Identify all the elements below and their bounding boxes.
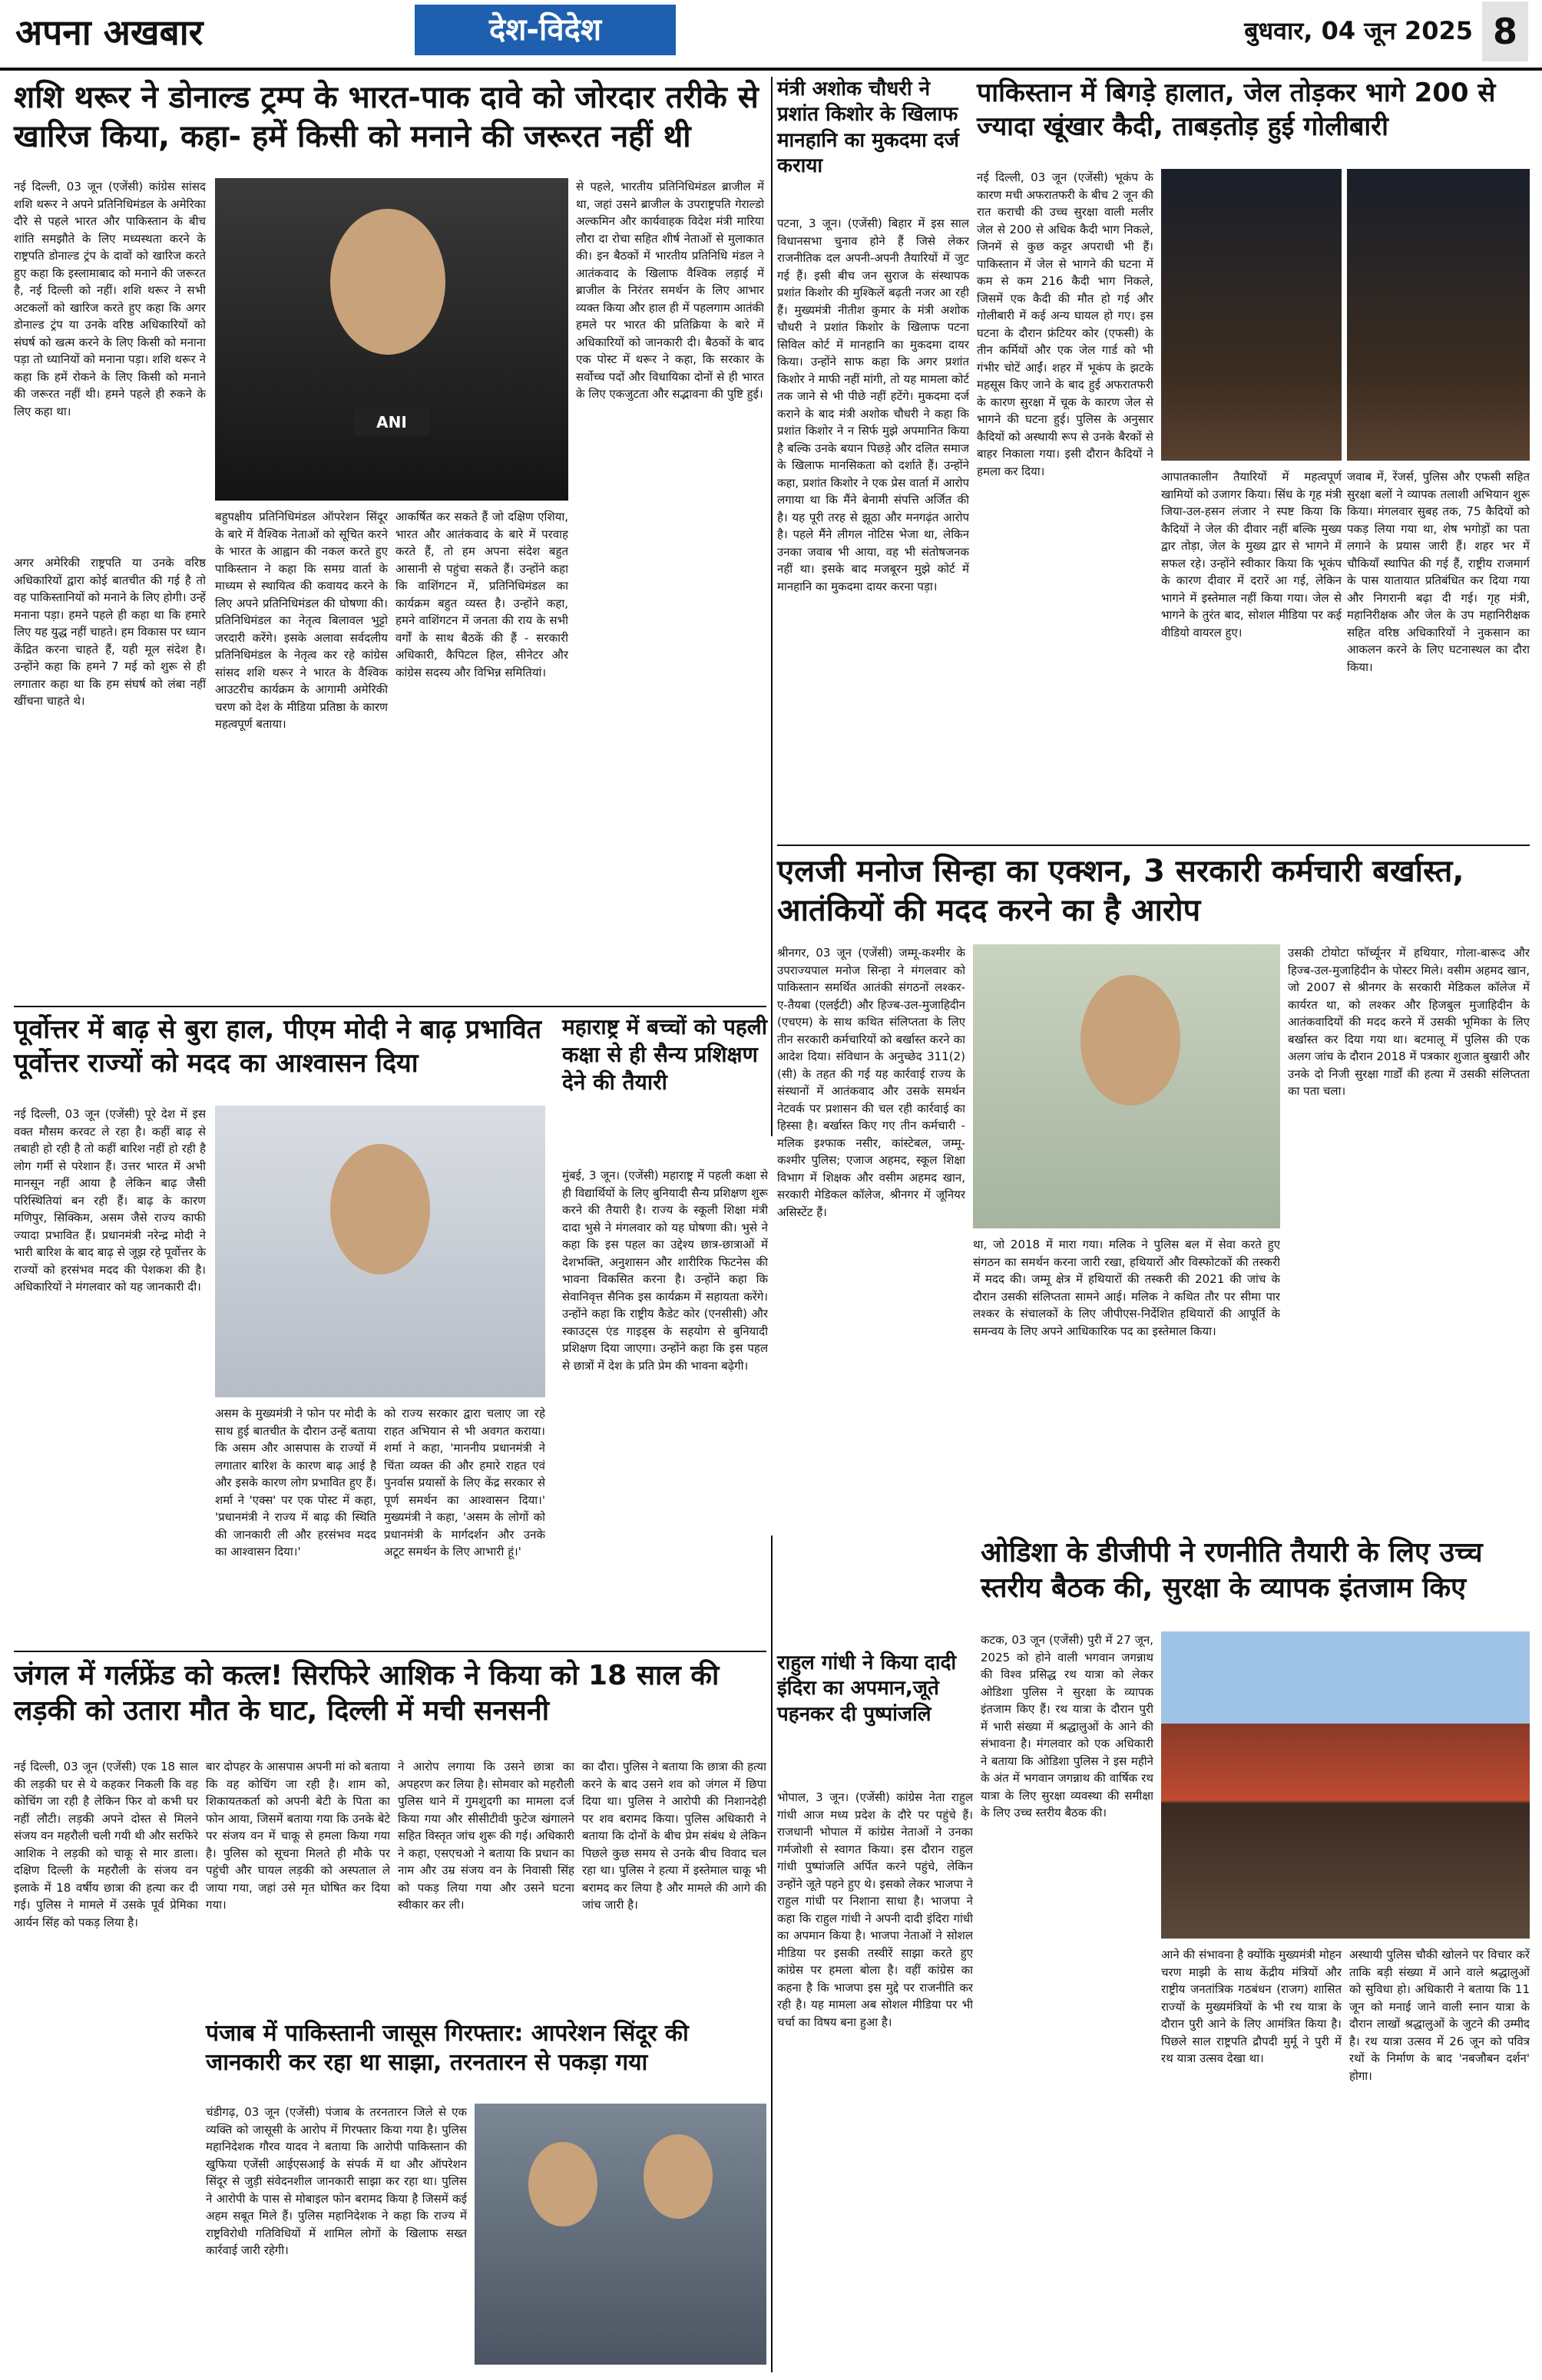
section-divider [14,1651,766,1652]
article-manoj-sinha [777,852,1530,1528]
article-headline: पाकिस्तान में बिगड़े हालात, जेल तोड़कर भागे 200 से ज्यादा खूंखार कैदी, ताबड़तोड़ हुई गोलीबारी [977,78,1496,142]
masthead [0,0,1542,71]
article-body: ने आरोप लगाया कि उसने छात्रा का अपहरण कर लिया है। सोमवार को महरौली पुलिस थाने में गुमशुदगी का मामला दर्ज किया गया और सीसीटीवी फुटेज खंगालने सहित विस्तृत जांच शुरू की गई। अधिकारी ने कहा, एसएचओ ने बताया कि प्रधान का नाम और उम्र संजय वन के निवासी सिंह को पकड़ लिया गया और उसने घटना स्वीकार कर ली। [398,1760,574,1912]
article-body: नई दिल्ली, 03 जून (एजेंसी) भूकंप के कारण मची अफरातफरी के बीच 2 जून की रात कराची की उच्च सुरक्षा वाली मलीर जेल से 200 से अधिक कैदी भाग निकले, जिनमें से कुछ कट्टर अपराधी भी हैं। पाकिस्तान में जेल से भागने की घटना में कम से कम 216 कैदी भाग निकले, जिसमें एक कैदी की मौत हो गई और गोलीबारी में कई अन्य घायल हो गए। इस घटना के दौरान फ्रंटियर कोर (एफसी) के तीन कर्मियों और एक जेल गार्ड को भी गंभीर चोटें आईं। शहर में भूकंप के झटके महसूस किए जाने के बाद हुई अफरातफरी के कारण सुरक्षा में चूक के कारण जेल से भागने की घटना हुई। पुलिस के अनुसार कैदियों को अस्थायी रूप से उनके बैरकों से बाहर निकाला गया। इसी दौरान कैदियों ने हमला कर दिया। [977,170,1153,478]
speaker-face [330,209,445,355]
article-rahul-gandhi [777,1651,973,2372]
police-officers-photo [475,2104,766,2365]
article-headline: मंत्री अशोक चौधरी ने प्रशांत किशोर के खिलाफ मानहानि का मुकदमा दर्ज कराया [777,78,959,177]
article-body: आने की संभावना है क्योंकि मुख्यमंत्री मोहन चरण माझी के साथ केंद्रीय मंत्रियों और राष्ट्रीय जनतांत्रिक गठबंधन (राजग) शासित राज्यों के मुख्यमंत्रियों के भी रथ यात्रा के दौरान पुरी आने के लिए आमंत्रित किया है। पिछले साल राष्ट्रपति द्रौपदी मुर्मू ने पुरी में रथ यात्रा उत्सव देखा था। [1161,1948,1342,2065]
section-divider [14,1006,766,1007]
manoj-sinha-photo [973,944,1280,1228]
article-headline: ओडिशा के डीजीपी ने रणनीति तैयारी के लिए उच्च स्तरीय बैठक की, सुरक्षा के व्यापक इंतजाम किए [981,1537,1483,1605]
article-headline: महाराष्ट्र में बच्चों को पहली कक्षा से ही सैन्य प्रशिक्षण देने की तैयारी [562,1014,767,1095]
article-body: कटक, 03 जून (एजेंसी) पुरी में 27 जून, 2025 को होने वाली भगवान जगन्नाथ की विश्व प्रसिद्ध रथ यात्रा को लेकर ओडिशा पुलिस ने सुरक्षा के व्यापक इंतजाम किए हैं। रथ यात्रा के दौरान पुरी में भारी संख्या में श्रद्धालुओं के आने की संभावना है। मंगलवार को एक अधिकारी ने बताया कि ओडिशा पुलिस ने इस महीने के अंत में भगवान जगन्नाथ की वार्षिक रथ यात्रा के लिए सुरक्षा व्यवस्था की समीक्षा के लिए उच्च स्तरीय बैठक की। [981,1633,1153,1820]
column-divider [771,1535,773,2372]
article-headline: राहुल गांधी ने किया दादी इंदिरा का अपमान,जूते पहनकर दी पुष्पांजलि [777,1651,957,1726]
officer-face [644,2134,713,2219]
article-body: मुंबई, 3 जून। (एजेंसी) महाराष्ट्र में पहली कक्षा से ही विद्यार्थियों के लिए बुनियादी सैन्य प्रशिक्षण शुरू करने की तैयारी है। राज्य के स्कूली शिक्षा मंत्री दादा भुसे ने मंगलवार को यह घोषणा की। भुसे ने कहा कि इस पहल का उद्देश्य छात्र-छात्राओं में देशभक्ति, अनुशासन और शारीरिक फिटनेस की भावना विकसित करना है। उन्होंने कहा कि सेवानिवृत्त सैनिक इस कार्यक्रम में सहायता करेंगे। उन्होंने कहा कि राष्ट्रीय कैडेट कोर (एनसीसी) और स्काउट्स एंड गाइड्स के सहयोग से बुनियादी प्रशिक्षण दिया जाएगा। उन्होंने कहा कि इस पहल से छात्रों में देश के प्रति प्रेम की भावना बढ़ेगी। [562,1169,768,1373]
article-body: नई दिल्ली, 03 जून (एजेंसी) पूरे देश में इस वक्त मौसम करवट ले रहा है। कहीं बाढ़ से तबाही हो रही है तो कहीं बारिश नहीं हो रही है लोग गर्मी से परेशान हैं। उत्तर भारत में अभी मानसून नहीं आया है लेकिन बाढ़ जैसी परिस्थितियां बन रही हैं। बाढ़ के कारण मणिपुर, सिक्किम, असम जैसे राज्य काफी ज्यादा प्रभावित हैं। प्रधानमंत्री नरेन्द्र मोदी ने भारी बारिश के बाद बाढ़ से जूझ रहे पूर्वोत्तर के राज्यों को हरसंभव मदद की पेशकश की है। अधिकारियों ने मंगलवार को यह जानकारी दी। [14,1107,206,1294]
issue-date: बुधवार, 04 जून 2025 [1244,16,1473,45]
article-body: को राज्य सरकार द्वारा चलाए जा रहे राहत अभियान से भी अवगत कराया। शर्मा ने कहा, 'माननीय प्रधानमंत्री ने चिंता व्यक्त की और हमारे राहत एवं पुनर्वास प्रयासों के लिए केंद्र सरकार से पूर्ण समर्थन का आश्वासन दिया।' मुख्यमंत्री ने कहा, 'असम के लोगों को प्रधानमंत्री के मार्गदर्शन और उनके अटूट समर्थन के लिए आभारी हूं।' [384,1407,545,1559]
article-body: से पहले, भारतीय प्रतिनिधिमंडल ब्राजील में था, जहां उसने ब्राजील के उपराष्ट्रपति गेराल्डो अल्कमिन और कार्यवाहक विदेश मंत्री मारिया लौरा दा रोचा सहित शीर्ष नेताओं से मुलाकात की। इन बैठकों में भारतीय प्रतिनिधि मंडल ने आतंकवाद के खिलाफ वैश्विक लड़ाई में ब्राजील के निरंतर समर्थन के लिए आभार व्यक्त किया और हाल ही में पहलगाम आतंकी हमले पर भारत की प्रतिक्रिया के बारे में अधिकारियों को जानकारी दी। बैठकों के बाद एक पोस्ट में थरूर ने कहा, कि सरकार के सर्वोच्च पदों और विधायिका दोनों से ही भारत के लिए एकजुटता और सद्भावना की पुष्टि हुई। [576,180,764,401]
article-headline: शशि थरूर ने डोनाल्ड ट्रम्प के भारत-पाक दावे को जोरदार तरीके से खारिज किया, कहा- हमें किसी को मनाने की जरूरत नहीं थी [14,80,759,155]
article-body: था, जो 2018 में मारा गया। मलिक ने पुलिस बल में सेवा करते हुए संगठन का समर्थन करना जारी रखा, हथियारों और विस्फोटकों की तस्करी में मदद की। जम्मू क्षेत्र में हथियारों की तस्करी की 2021 की जांच के दौरान उसकी संलिप्तता सामने आई। मलिक ने कथित तौर पर सीमा पार लश्कर के संचालकों के लिए जीपीएस-निर्देशित हथियारों की आपूर्ति के समन्वय के लिए अपने आधिकारिक पद का इस्तेमाल किया। [973,1238,1280,1338]
article-prashant [777,77,969,944]
article-body: अगर अमेरिकी राष्ट्रपति या उनके वरिष्ठ अधिकारियों द्वारा कोई बातचीत की गई है तो वह पाकिस्तानियों को मनाने के लिए होगी। उन्हें मनाना पड़ा। हमने पहले ही कहा था कि हमारे लिए यह युद्ध नहीं चाहते। हम विकास पर ध्यान केंद्रित करना चाहते हैं, यही मूल संदेश है। उन्होंने कहा कि हमने 7 मई को शुरू से ही लगातार कहा था कि हम संघर्ष को लंबा नहीं खींचना चाहते थे। [14,556,206,708]
article-headline: पंजाब में पाकिस्तानी जासूस गिरफ्तार: आपरेशन सिंदूर की जानकारी कर रहा था साझा, तरनतारन से पकड़ा गया [206,2020,689,2077]
article-body: नई दिल्ली, 03 जून (एजेंसी) एक 18 साल की लड़की घर से ये कहकर निकली कि वह कोचिंग जा रही है लेकिन फिर वो कभी घर नहीं लौटी। लड़की अपने दोस्त से मिलने संजय वन महरौली चली गयी थी और सरफिरे आशिक ने लड़की को चाकू से मार डाला। दक्षिण दिल्ली के महरौली के संजय वन इलाके में 18 वर्षीय छात्रा की हत्या कर दी गई। पुलिस ने मामले में उसके पूर्व प्रेमिका आर्यन सिंह को पकड़ लिया है। [14,1760,198,1929]
article-tharoor [14,78,766,1000]
article-body: श्रीनगर, 03 जून (एजेंसी) जम्मू-कश्मीर के उपराज्यपाल मनोज सिन्हा ने मंगलवार को पाकिस्तान समर्थित आतंकी संगठनों लश्कर-ए-तैयबा (एलईटी) और हिज्ब-उल-मुजाहिदीन (एचएम) के साथ कथित संलिप्तता के लिए तीन सरकारी कर्मचारियों को बर्खास्त करने का आदेश दिया। संविधान के अनुच्छेद 311(2)(सी) के तहत की गई यह कार्रवाई राज्य के संस्थानों में आतंकवाद और उसके समर्थन नेटवर्क पर प्रशासन की चल रही कार्रवाई का हिस्सा है। बर्खास्त किए गए तीन कर्मचारी - मलिक इश्फाक नसीर, कांस्टेबल, जम्मू-कश्मीर पुलिस; एजाज अहमद, स्कूल शिक्षा विभाग में शिक्षक और वसीम अहमद खान, सरकारी मेडिकल कॉलेज, श्रीनगर में जूनियर असिस्टेंट हैं। [777,946,965,1219]
article-body: का दौरा। पुलिस ने बताया कि छात्रा की हत्या करने के बाद उसने शव को जंगल में छिपा दिया था। पुलिस ने आरोपी की निशानदेही पर शव बरामद किया। पुलिस अधिकारी ने बताया कि दोनों के बीच प्रेम संबंध थे लेकिन पिछले कुछ समय से उनके बीच विवाद चल रहा था। पुलिस ने हत्या में इस्तेमाल चाकू भी बरामद कर लिया है और मामले की आगे की जांच जारी है। [582,1760,766,1912]
modi-photo [215,1106,545,1397]
rath-yatra-photo [1161,1631,1530,1939]
article-headline: पूर्वोत्तर में बाढ़ से बुरा हाल, पीएम मोदी ने बाढ़ प्रभावित पूर्वोत्तर राज्यों को मदद का आश्वासन दिया [14,1014,542,1079]
article-headline: एलजी मनोज सिन्हा का एक्शन, 3 सरकारी कर्मचारी बर्खास्त, आतंकियों की मदद करने का है आरोप [777,854,1464,929]
article-maharashtra-school [562,1013,768,1628]
column-divider [771,77,773,1136]
section-title: देश-विदेश [415,5,676,55]
article-body: अस्थायी पुलिस चौकी खोलने पर विचार करें ताकि बड़ी संख्या में आने वाले श्रद्धालुओं को सुविधा हो। अधिकारी ने बताया कि 11 जून को मनाई जाने वाली स्नान यात्रा के दौरान लाखों श्रद्धालुओं के जुटने की उम्मीद है। रथ यात्रा उत्सव में 26 जून को पवित्र रथों के निर्माण के बाद 'नबजौबन दर्शन' होगा। [1349,1948,1530,2083]
article-body: आपातकालीन तैयारियों में महत्वपूर्ण खामियों को उजागर किया। सिंध के गृह मंत्री जिया-उल-हसन लंजार ने स्पष्ट किया कि कैदियों ने जेल की दीवार नहीं बल्कि मुख्य द्वार तोड़ा, जेल के मुख्य द्वार से भागने में सफल रहे। उन्होंने स्वीकार किया कि भूकंप के कारण दीवार में दरारें आ गई, लेकिन भागने में इस्तेमाल नहीं किया गया। जेल से भागने के तुरंत बाद, सोशल मीडिया पर कई वीडियो वायरल हुए। [1161,470,1342,640]
section-divider [777,845,1530,846]
article-pakistan-jail [977,77,1530,845]
article-body: उसकी टोयोटा फॉर्च्यूनर में हथियार, गोला-बारूद और हिज्ब-उल-मुजाहिदीन के पोस्टर मिले। वसीम अहमद खान, जो 2007 से श्रीनगर के सरकारी मेडिकल कॉलेज में कार्यरत था, को लश्कर और हिजबुल मुजाहिदीन के आतंकवादियों की मदद करने में उसकी भूमिका के लिए बर्खास्त कर दिया गया था। बटमालू में पुलिस की एक अलग जांच के दौरान 2018 में पत्रकार शुजात बुखारी और उनके दो निजी सुरक्षा गार्डों की हत्या में उसकी संलिप्तता का पता चला। [1288,946,1530,1098]
jail-night-photo [1161,169,1342,461]
article-body: बहुपक्षीय प्रतिनिधिमंडल ऑपरेशन सिंदूर के बारे में वैश्विक नेताओं को सूचित करने के भारत के आह्वान की नकल करते हुए पाकिस्तान ने कहा कि समग्र वार्ता के माध्यम से स्थायित्व की कवायद करने के लिए अपने प्रतिनिधिमंडल की घोषणा की। प्रतिनिधिमंडल का नेतृत्व बिलावल भुट्टो जरदारी करेंगे। इसके अलावा सर्वदलीय प्रतिनिधिमंडल के नेतृत्व कर रहे कांग्रेस सांसद शशि थरूर ने भारत के वैश्विक आउटरीच कार्यक्रम के आगामी अमेरिकी चरण को देश के मीडिया प्रतिष्ठा के कारण महत्वपूर्ण बताया। [215,510,388,731]
article-body: जवाब में, रेंजर्स, पुलिस और एफसी सहित सुरक्षा बलों ने व्यापक तलाशी अभियान शुरू किया। मंगलवार सुबह तक, 75 कैदियों को पकड़ लिया गया था, शेष भगोड़ों का पता लगाने के प्रयास जारी हैं। शहर भर में चौकियाँ स्थापित की गई हैं, राष्ट्रीय राजमार्ग के पास यातायात प्रतिबंधित कर दिया गया और निगरानी बढ़ा दी गई। गृह मंत्री, महानिरीक्षक और जेल के उप महानिरीक्षक सहित वरिष्ठ अधिकारियों ने नुकसान का आकलन करने के लिए घटनास्थल का दौरा किया। [1347,470,1530,674]
speaker-face [1080,975,1180,1106]
article-body: नई दिल्ली, 03 जून (एजेंसी) कांग्रेस सांसद शशि थरूर ने अपने प्रतिनिधिमंडल के अमेरिका दौरे से पहले भारत और पाकिस्तान के बीच शांति समझौते के लिए मध्यस्थता करने के राष्ट्रपति डोनाल्ड ट्रंप के दावों को खारिज करते हुए कहा कि इस्लामाबाद को मनाने की जरूरत है, नई दिल्ली को नहीं। शशि थरूर ने सभी अटकलों को खारिज करते हुए कहा कि अगर डोनाल्ड ट्रंप या उनके वरिष्ठ अधिकारियों को संघर्ष को खत्म करने के लिए किसी को मनाना पड़ा तो ध्यानियों को मनाना पड़ा। शशि थरूर ने कहा कि हमें रोकने के लिए किसी को मनाने की जरूरत नहीं थी। हमने पहले ही रुकने के लिए कहा था। [14,180,206,418]
tharoor-photo [215,178,568,501]
newspaper-name: अपना अखबार [15,12,204,53]
page-number: 8 [1482,2,1528,61]
article-body: भोपाल, 3 जून। (एजेंसी) कांग्रेस नेता राहुल गांधी आज मध्य प्रदेश के दौरे पर पहुंचे हैं। राजधानी भोपाल में कांग्रेस नेताओं ने उनका गर्मजोशी से स्वागत किया। इस दौरान राहुल गांधी पुष्पांजलि अर्पित करने पहुंचे, लेकिन उन्होंने जूते पहने हुए थे। इसको लेकर भाजपा ने राहुल गांधी पर निशाना साधा है। भाजपा ने कहा कि राहुल गांधी ने अपनी दादी इंदिरा गांधी का अपमान किया है। भाजपा नेताओं ने सोशल मीडिया पर इसकी तस्वीरें साझा करते हुए कांग्रेस पर हमला बोला है। वहीं कांग्रेस का कहना है कि भाजपा इस मुद्दे पर राजनीति कर रही है। यह मामला अब सोशल मीडिया पर भी चर्चा का विषय बना हुआ है। [777,1790,973,2029]
article-body: पटना, 3 जून। (एजेंसी) बिहार में इस साल विधानसभा चुनाव होने हैं जिसे लेकर राजनीतिक दल अपनी-अपनी तैयारियों में जुट गई हैं। इसी बीच जन सुराज के संस्थापक प्रशांत किशोर की मुश्किलें बढ़ती नजर आ रही हैं। मुख्यमंत्री नीतीश कुमार के मंत्री अशोक चौधरी ने प्रशांत किशोर के खिलाफ पटना सिविल कोर्ट में मानहानि का मुकदमा दायर किया। उन्होंने साफ कहा कि अगर प्रशांत किशोर ने माफी नहीं मांगी, तो यह मामला कोर्ट तक जाने से भी पीछे नहीं हटेंगे। मुकदमा दर्ज कराने के बाद मंत्री अशोक चौधरी ने कहा कि प्रशांत किशोर ने न सिर्फ मुझे अपमानित किया है बल्कि उनके बयान पिछड़े और दलित समाज के खिलाफ मानसिकता को दर्शाते हैं। उन्होंने कहा, प्रशांत किशोर ने एक प्रेस वार्ता में आरोप लगाया था कि मैंने बेनामी संपत्ति अर्जित की है। यह पूरी तरह से झूठा और मनगढ़ंत आरोप है। पहले मैंने लीगल नोटिस भेजा था, लेकिन उनका जवाब भी आया, वह भी संतोषजनक नहीं था। इसके बाद मजबूरन मुझे कोर्ट में मानहानि का मुकदमा दायर करना पड़ा। [777,217,969,593]
article-odisha-dgp [981,1535,1530,2372]
article-body: बार दोपहर के आसपास अपनी मां को बताया कि वह कोचिंग जा रही है। शाम को, शिकायतकर्ता को अपनी बेटी के पिता का फोन आया, जिसमें बताया गया कि उनके बेटे पर संजय वन में चाकू से हमला किया गया है। पुलिस को सूचना मिलते ही मौके पर पहुंची और घायल लड़की को अस्पताल ले जाया गया, जहां उसे मृत घोषित कर दिया गया। [206,1760,390,1912]
article-punjab-spy [206,2019,766,2372]
article-body: चंडीगढ़, 03 जून (एजेंसी) पंजाब के तरनतारन जिले से एक व्यक्ति को जासूसी के आरोप में गिरफ्तार किया गया है। पुलिस महानिदेशक गौरव यादव ने बताया कि आरोपी पाकिस्तान की खुफिया एजेंसी आईएसआई के संपर्क में था और ऑपरेशन सिंदूर से जुड़ी संवेदनशील जानकारी साझा कर रहा था। पुलिस ने आरोपी के पास से मोबाइल फोन बरामद किया है जिसमें कई अहम सबूत मिले हैं। पुलिस महानिदेशक ने कहा कि राज्य में राष्ट्रविरोधी गतिविधियों में शामिल लोगों के खिलाफ सख्त कार्रवाई जारी रहेगी। [206,2105,467,2257]
ani-mic-label: ANI [353,408,430,436]
speaker-face [330,1144,430,1274]
article-northeast-flood [14,1013,551,1628]
article-headline: जंगल में गर्लफ्रेंड को कत्ल! सिरफिरे आशिक ने किया को 18 साल की लड़की को उतारा मौत के घाट, दिल्ली में मची सनसनी [14,1660,720,1727]
officer-face [528,2142,597,2226]
jail-street-photo [1347,169,1530,461]
article-body: आकर्षित कर सकते हैं जो दक्षिण एशिया, भारत और आतंकवाद के बारे में परवाह करते हैं, तो हम अपना संदेश बहुत आसानी से पहुंचा सकते हैं। उन्होंने कहा कि वाशिंगटन में, प्रतिनिधिमंडल का कार्यक्रम बहुत व्यस्त है। उन्होंने कहा, हमने वाशिंगटन में जनता की राय के सभी वर्गों के साथ बैठकें की हैं - सरकारी अधिकारी, कैपिटल हिल, सीनेटर और कांग्रेस सदस्य और विभिन्न समितियां। [395,510,568,679]
article-body: असम के मुख्यमंत्री ने फोन पर मोदी के साथ हुई बातचीत के दौरान उन्हें बताया कि असम और आसपास के राज्यों में लगातार बारिश के कारण बाढ़ आई है और इसके कारण लोग प्रभावित हुए हैं। शर्मा ने 'एक्स' पर एक पोस्ट में कहा, 'प्रधानमंत्री ने राज्य में बाढ़ की स्थिति की जानकारी ली और हरसंभव मदद का आश्वासन दिया।' [215,1407,376,1559]
